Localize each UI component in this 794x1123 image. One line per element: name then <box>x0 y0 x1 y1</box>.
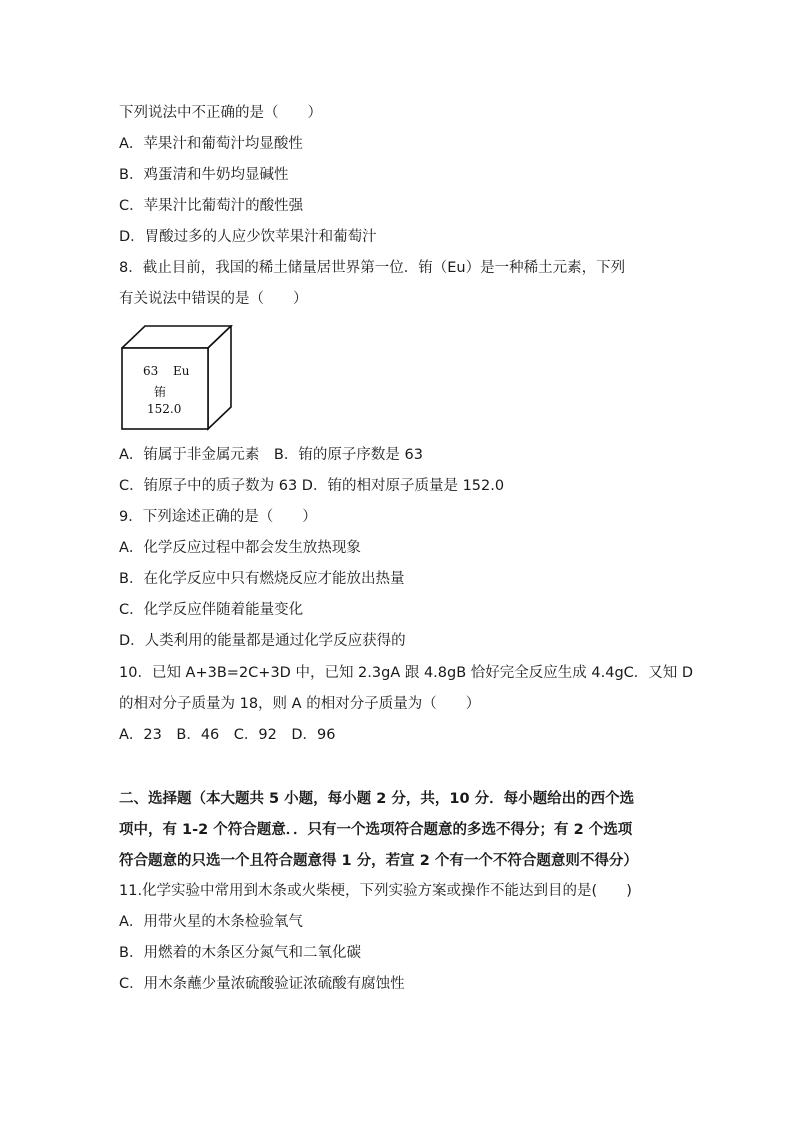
question-7-stem: 下列说法中不正确的是（ ） <box>119 105 322 121</box>
question-10-stem-line-1: 10．已知 A+3B=2C+3D 中，已知 2.3gA 跟 4.8gB 恰好完全反应生成 4.4gC．又知 D <box>119 665 694 681</box>
question-7-option-c: C．苹果汁比葡萄汁的酸性强 <box>119 198 304 214</box>
question-11-option-c: C．用木条蘸少量浓硫酸验证浓硫酸有腐蚀性 <box>119 976 405 992</box>
question-7-option-b: B．鸡蛋清和牛奶均显碱性 <box>119 167 289 183</box>
question-8-stem-line-2: 有关说法中错误的是（ ） <box>119 291 308 307</box>
element-atomic-mass: 152.0 <box>147 402 182 416</box>
question-10-options: A．23 B．46 C．92 D．96 <box>119 727 336 743</box>
element-symbol: Eu <box>173 364 190 378</box>
question-8-options-cd: C．铕原子中的质子数为 63 D．铕的相对原子质量是 152.0 <box>119 478 505 494</box>
question-11-option-b: B．用燃着的木条区分氮气和二氧化碳 <box>119 945 361 961</box>
question-8-options-ab: A．铕属于非金属元素 B．铕的原子序数是 63 <box>119 447 423 463</box>
question-9-option-a: A．化学反应过程中都会发生放热现象 <box>119 540 361 556</box>
question-7-option-d: D．胃酸过多的人应少饮苹果汁和葡萄汁 <box>119 229 377 245</box>
section-2-heading-line-2: 项中，有 1-2 个符合题意．．只有一个选项符合题意的多选不得分；有 2 个选项 <box>119 822 633 838</box>
question-11-option-a: A．用带火星的木条检验氧气 <box>119 914 303 930</box>
question-8-stem-line-1: 8．截止目前，我国的稀土储量居世界第一位．铕（Eu）是一种稀土元素，下列 <box>119 260 626 276</box>
section-2-heading-line-1: 二、选择题（本大题共 5 小题，每小题 2 分，共，10 分．每小题给出的西个选 <box>119 791 635 807</box>
element-card-figure <box>121 325 233 431</box>
element-atomic-number: 63 <box>143 364 159 378</box>
element-name: 铕 <box>154 385 167 399</box>
question-9-option-c: C．化学反应伴随着能量变化 <box>119 602 304 618</box>
question-9-option-d: D．人类利用的能量都是通过化学反应获得的 <box>119 633 406 649</box>
question-7-option-a: A．苹果汁和葡萄汁均显酸性 <box>119 136 303 152</box>
question-9-option-b: B．在化学反应中只有燃烧反应才能放出热量 <box>119 571 405 587</box>
question-11-stem: 11.化学实验中常用到木条或火柴梗，下列实验方案或操作不能达到目的是( ) <box>119 883 632 899</box>
question-9-stem: 9．下列途述正确的是（ ） <box>119 509 317 525</box>
question-10-stem-line-2: 的相对分子质量为 18，则 A 的相对分子质量为（ ） <box>119 696 481 712</box>
section-2-heading-line-3: 符合题意的只选一个且符合题意得 1 分，若宣 2 个有一个不符合题意则不得分） <box>119 853 638 869</box>
